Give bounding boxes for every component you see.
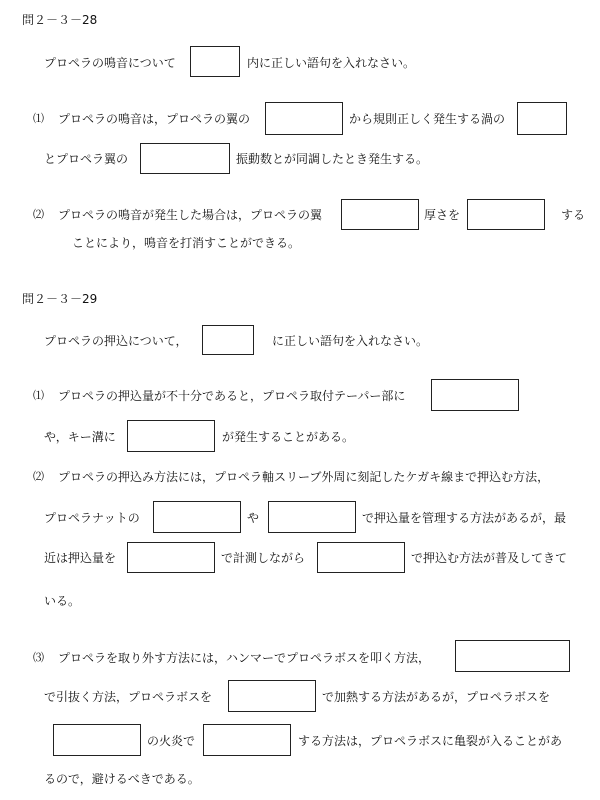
q29-item2-line3-b: で計測しながら bbox=[221, 551, 306, 565]
q29-item3-line1: プロペラを取り外す方法には，ハンマーでプロペラボスを叩く方法， bbox=[58, 651, 431, 665]
q28-item2-line2: ことにより，鳴音を打消すことができる。 bbox=[72, 236, 301, 250]
q28-item1-line1-b: から規則正しく発生する渦の bbox=[349, 112, 506, 126]
q29-item1-marker: ⑴ bbox=[33, 389, 44, 402]
q29-item3-line2-a: で引抜く方法，プロペラボスを bbox=[44, 690, 213, 704]
q29-item2-line2-b: や bbox=[247, 511, 260, 525]
q29-item2-blank-3 bbox=[127, 542, 215, 573]
question-heading-29: 問２－３－29 bbox=[22, 292, 98, 306]
q29-item2-line4: いる。 bbox=[44, 594, 81, 608]
q29-item2-line3-c: で押込む方法が普及してきて bbox=[411, 551, 568, 565]
q29-item1-blank-2 bbox=[127, 420, 215, 452]
q28-intro-text-a: プロペラの鳴音について bbox=[44, 56, 176, 70]
q29-item2-blank-4 bbox=[317, 542, 405, 573]
q29-intro-text-a: プロペラの押込について， bbox=[44, 334, 188, 348]
q28-item2-line1-c: する bbox=[561, 208, 586, 222]
q29-item1-blank-1 bbox=[431, 379, 519, 411]
q29-item2-line2-c: で押込量を管理する方法があるが，最 bbox=[362, 511, 567, 525]
q29-item2-line3-a: 近は押込量を bbox=[44, 551, 117, 565]
q29-item2-blank-1 bbox=[153, 501, 241, 533]
q28-item2-line1-b: 厚さを bbox=[424, 208, 461, 222]
q29-item1-line1: プロペラの押込量が不十分であると，プロペラ取付テーパー部に bbox=[58, 389, 406, 403]
q28-item1-line2-a: とプロペラ翼の bbox=[44, 152, 129, 166]
q29-item3-line3-a: の火炎で bbox=[147, 734, 196, 748]
q28-item1-blank-3 bbox=[140, 143, 230, 174]
q28-item2-blank-2 bbox=[467, 199, 545, 230]
q29-item3-blank-3 bbox=[53, 724, 141, 756]
q29-item3-blank-1 bbox=[455, 640, 570, 672]
q29-item3-blank-2 bbox=[228, 680, 316, 712]
q29-item2-marker: ⑵ bbox=[33, 470, 44, 483]
q28-item2-blank-1 bbox=[341, 199, 419, 230]
q28-item1-line1-a: プロペラの鳴音は，プロペラの翼の bbox=[58, 112, 251, 126]
q29-item2-blank-2 bbox=[268, 501, 356, 533]
q29-intro-text-b: に正しい語句を入れなさい。 bbox=[272, 334, 429, 348]
q29-item2-line2-a: プロペラナットの bbox=[44, 511, 140, 525]
q28-item2-line1-a: プロペラの鳴音が発生した場合は，プロペラの翼 bbox=[58, 208, 323, 222]
q28-intro-blank bbox=[190, 46, 240, 77]
q29-item3-marker: ⑶ bbox=[33, 651, 44, 664]
q28-item1-blank-2 bbox=[517, 102, 567, 135]
q28-item2-marker: ⑵ bbox=[33, 208, 44, 221]
q28-item1-blank-1 bbox=[265, 102, 343, 135]
q29-item1-line2-a: や，キー溝に bbox=[44, 430, 116, 444]
q29-item3-blank-4 bbox=[203, 724, 291, 756]
q29-item1-line2-b: が発生することがある。 bbox=[222, 430, 355, 444]
q29-item3-line2-b: で加熱する方法があるが，プロペラボスを bbox=[322, 690, 551, 704]
q29-item3-line4: るので，避けるべきである。 bbox=[44, 772, 200, 786]
q28-item1-marker: ⑴ bbox=[33, 112, 44, 125]
q29-item2-line1: プロペラの押込み方法には，プロペラ軸スリーブ外周に刻記したケガキ線まで押込む方法， bbox=[58, 470, 550, 484]
question-heading-28: 問２－３－28 bbox=[22, 13, 98, 27]
q29-intro-blank bbox=[202, 325, 254, 355]
q28-item1-line2-b: 振動数とが同調したとき発生する。 bbox=[236, 152, 429, 166]
q29-item3-line3-b: する方法は，プロペラボスに亀裂が入ることがあ bbox=[298, 734, 563, 748]
q28-intro-text-b: 内に正しい語句を入れなさい。 bbox=[247, 56, 416, 70]
